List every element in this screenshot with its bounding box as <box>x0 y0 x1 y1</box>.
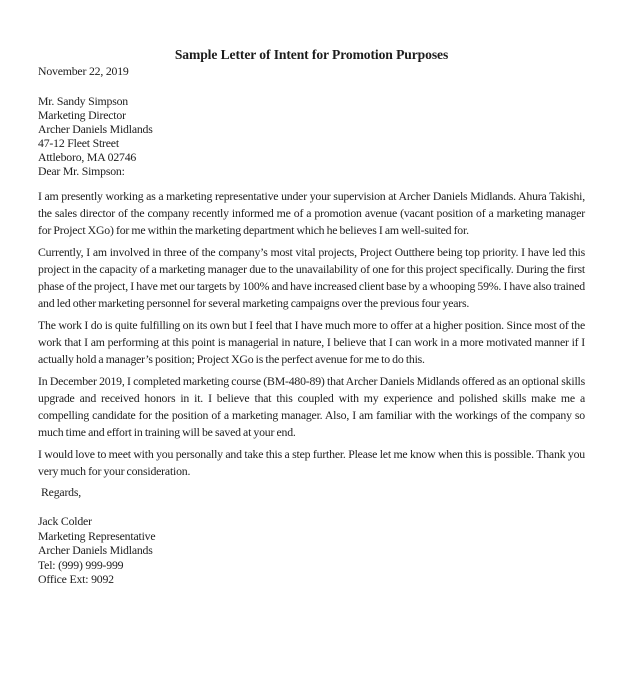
body-paragraph-3: The work I do is quite fulfilling on its own but I feel that I have much more to offer at a higher position. Since most of the work that I am performing at this point is managerial in nature, I believe that I can work in a more motivated manner if I actually hold a manager’s position; Project XGo is the perfect avenue for me to do this. <box>38 318 585 366</box>
body-paragraph-2: Currently, I am involved in three of the company’s most vital projects, Project Outthere being top priority. I have led this project in the capacity of a marketing manager due to the unavailability of one for this project specifically. During the first phase of the project, I have met our targets by 100% and have increased client base by a whooping 59%. I have also trained and led other marketing personnel for several marketing campaigns over the previous four years. <box>38 245 585 310</box>
body-paragraph-1: I am presently working as a marketing representative under your supervision at Archer Daniels Midlands. Ahura Takishi, the sales director of the company recently informed me of a promotion avenue (vacant position of a marketing manager for Project XGo) for me within the marketing department which he believes I am well-suited for. <box>38 189 585 237</box>
body-paragraph-4: In December 2019, I completed marketing course (BM-480-89) that Archer Daniels Midlands offered as an optional skills upgrade and received honors in it. I believe that this coupled with my experience and polished skills make me a compelling candidate for the position of a marketing manager. Also, I am familiar with the workings of the company so much time and effort in training will be saved at your end. <box>38 374 585 439</box>
letter-title: Sample Letter of Intent for Promotion Purposes <box>174 47 449 62</box>
sender-job-title: Marketing Representative <box>38 528 156 543</box>
recipient-address-block <box>38 94 585 178</box>
sender-office-ext: Office Ext: 9092 <box>38 572 114 586</box>
body-paragraph-5: I would love to meet with you personally and take this a step further. Please let me know when this is possible. Thank you very much for your consideration. <box>38 447 585 478</box>
sender-company: Archer Daniels Midlands <box>38 543 153 557</box>
recipient-job-title: Marketing Director <box>38 108 126 122</box>
sender-name: Jack Colder <box>38 514 92 528</box>
letter-date: November 22, 2019 <box>38 64 129 78</box>
salutation: Dear Mr. Simpson: <box>38 164 125 178</box>
closing: Regards, <box>41 485 82 499</box>
sender-telephone: Tel: (999) 999-999 <box>38 557 124 572</box>
recipient-street: 47-12 Fleet Street <box>38 136 119 150</box>
recipient-company: Archer Daniels Midlands <box>38 122 153 136</box>
letter-content <box>38 46 585 587</box>
recipient-city-state-zip: Attleboro, MA 02746 <box>38 150 137 164</box>
recipient-name: Mr. Sandy Simpson <box>38 94 129 108</box>
signature-block <box>38 514 585 587</box>
